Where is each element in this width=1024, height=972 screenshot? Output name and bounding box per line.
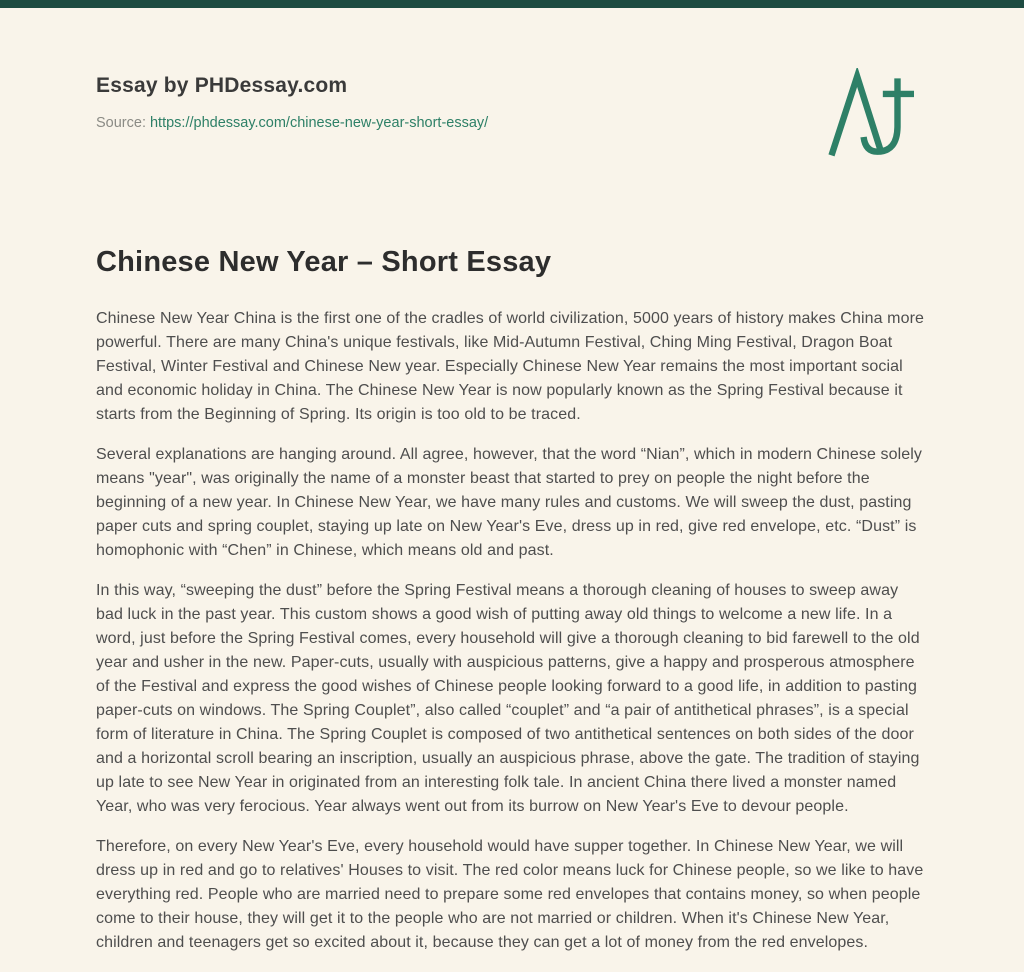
top-accent-bar <box>0 0 1024 8</box>
essay-page <box>0 74 1024 955</box>
phdessay-logo-icon <box>826 68 914 162</box>
source-line <box>96 115 488 131</box>
site-header-title: Essay by PHDessay.com <box>96 74 348 97</box>
essay-title: Chinese New Year – Short Essay <box>96 246 552 278</box>
source-url-link[interactable]: https://phdessay.com/chinese-new-year-short-essay/ <box>149 115 489 131</box>
essay-paragraph: Therefore, on every New Year's Eve, every household would have supper together. In Chinese New Year, we will dress up in red and go to relatives' Houses to visit. The red color means luck for Chinese people, so we like to have everything red. People who are married need to prepare some red envelopes that contains money, so when people come to their house, they will get it to the people who are not married or children. When it's Chinese New Year, children and teenagers get so excited about it, because they can get a lot of money from the red envelopes. <box>96 838 924 951</box>
essay-paragraph: Chinese New Year China is the first one of the cradles of world civilization, 5000 years of history makes China more powerful. There are many China's unique festivals, like Mid-Autumn Festival, Ching Ming Festival, Dragon Boat Festival, Winter Festival and Chinese New year. Especially Chinese New Year remains the most important social and economic holiday in China. The Chinese New Year is now popularly known as the Spring Festival because it starts from the Beginning of Spring. Its origin is too old to be traced. <box>96 310 924 423</box>
header-text-block <box>96 74 488 131</box>
essay-body <box>96 307 928 955</box>
source-label: Source: <box>96 115 146 131</box>
page-header <box>96 74 928 162</box>
essay-main <box>96 246 928 955</box>
essay-paragraph: In this way, “sweeping the dust” before the Spring Festival means a thorough cleaning of houses to sweep away bad luck in the past year. This custom shows a good wish of putting away old things to welcome a new life. In a word, just before the Spring Festival comes, every household will give a thorough cleaning to bid farewell to the old year and usher in the new. Paper-cuts, usually with auspicious patterns, give a happy and prosperous atmosphere of the Festival and express the good wishes of Chinese people looking forward to a good life, in addition to pasting paper-cuts on windows. The Spring Couplet”, also called “couplet” and “a pair of antithetical phrases”, is a special form of literature in China. The Spring Couplet is composed of two antithetical sentences on both sides of the door and a horizontal scroll bearing an inscription, usually an auspicious phrase, above the gate. The tradition of staying up late to see New Year in originated from an interesting folk tale. In ancient China there lived a monster named Year, who was very ferocious. Year always went out from its burrow on New Year's Eve to devour people. <box>96 582 920 815</box>
essay-paragraph: Several explanations are hanging around. All agree, however, that the word “Nian”, which in modern Chinese solely means "year", was originally the name of a monster beast that started to prey on people the night before the beginning of a new year. In Chinese New Year, we have many rules and customs. We will sweep the dust, pasting paper cuts and spring couplet, staying up late on New Year's Eve, dress up in red, give red envelope, etc. “Dust” is homophonic with “Chen” in Chinese, which means old and past. <box>96 446 922 559</box>
